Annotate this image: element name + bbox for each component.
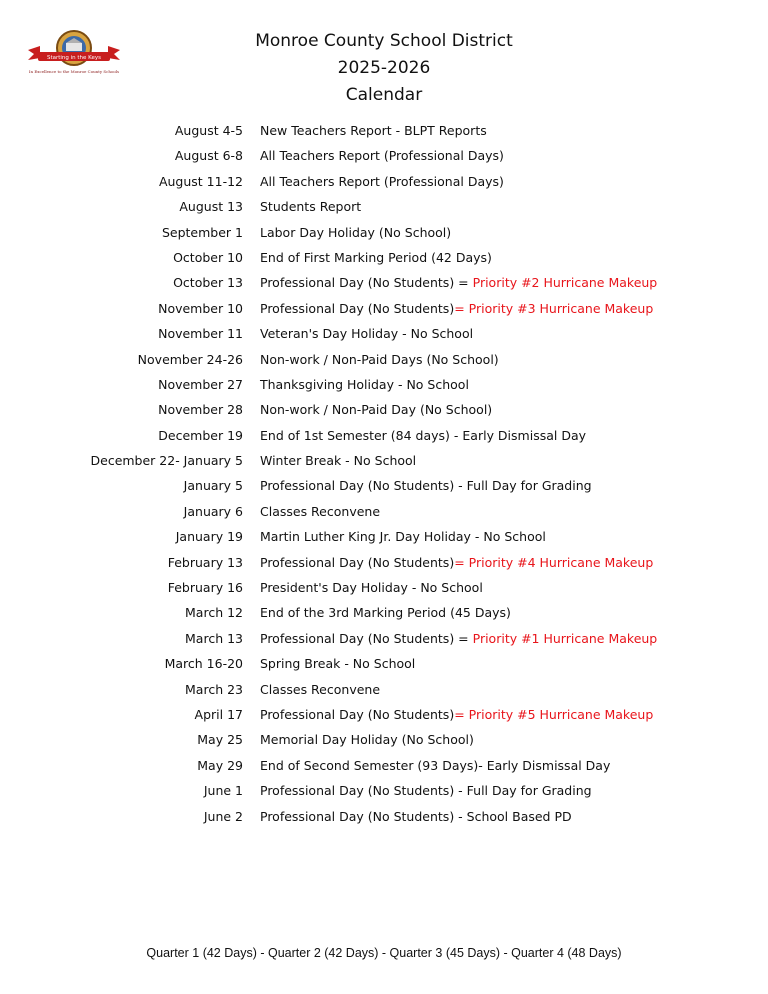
event-text: Veteran's Day Holiday - No School [260,326,474,342]
calendar-row [0,223,768,248]
event-text: End of 1st Semester (84 days) - Early Dismissal Day [260,427,587,443]
calendar-date: November 10 [158,300,243,316]
event-text: Classes Reconvene [260,681,381,697]
calendar-row [0,400,768,425]
calendar-date: November 11 [158,326,243,342]
page-title: Monroe County School District [255,31,513,51]
calendar-row [0,781,768,806]
calendar-event [260,629,657,649]
calendar-date: November 27 [158,376,243,392]
calendar-event [260,299,653,319]
calendar-event [260,502,380,522]
calendar-row [0,172,768,197]
calendar-date: March 13 [185,630,243,646]
calendar-row [0,121,768,146]
event-text: Martin Luther King Jr. Day Holiday - No School [260,529,546,545]
hurricane-makeup-note: = Priority #4 Hurricane Makeup [454,554,654,570]
calendar-row [0,197,768,222]
calendar-row [0,527,768,552]
calendar-date: August 13 [179,199,243,215]
calendar-date: April 17 [194,706,243,722]
calendar-row [0,476,768,501]
calendar-event [260,781,592,801]
calendar-event [260,172,504,192]
calendar-date: June 1 [203,783,243,799]
calendar-row [0,578,768,603]
event-text: All Teachers Report (Professional Days) [260,173,504,189]
calendar-row [0,603,768,628]
calendar-date: October 10 [173,249,243,265]
calendar-event [260,705,653,725]
calendar-row [0,553,768,578]
calendar-date: January 5 [183,478,243,494]
calendar-row [0,248,768,273]
calendar-date: February 13 [167,554,243,570]
calendar-list [0,121,768,832]
calendar-event [260,578,483,598]
event-text: Classes Reconvene [260,503,381,519]
event-text: Winter Break - No School [260,453,417,469]
event-text: Spring Break - No School [260,656,416,672]
event-text: Professional Day (No Students) = [260,630,473,646]
calendar-row [0,451,768,476]
quarter-summary: Quarter 1 (42 Days) - Quarter 2 (42 Days) - Quarter 3 (45 Days) - Quarter 4 (48 Days) [146,946,622,960]
calendar-date: December 22- January 5 [90,453,243,469]
event-text: Students Report [260,199,362,215]
logo-banner-text: Starting in the Keys [46,55,102,61]
calendar-date: February 16 [167,580,243,596]
calendar-event [260,223,451,243]
calendar-event [260,680,380,700]
event-text: Professional Day (No Students) [260,706,455,722]
calendar-date: May 25 [197,732,243,748]
calendar-date: September 1 [161,224,243,240]
calendar-row [0,324,768,349]
calendar-row [0,680,768,705]
calendar-event [260,248,492,268]
calendar-date: May 29 [197,757,243,773]
calendar-event [260,146,504,166]
calendar-row [0,705,768,730]
calendar-row [0,375,768,400]
calendar-date: December 19 [158,427,243,443]
calendar-date: August 4-5 [174,123,243,138]
calendar-event [260,603,511,623]
event-text: Memorial Day Holiday (No School) [260,732,474,748]
calendar-row [0,273,768,298]
event-text: Professional Day (No Students) - Full Day for Grading [260,783,592,799]
calendar-row [0,629,768,654]
calendar-event [260,807,572,827]
calendar-event [260,350,499,370]
calendar-event [260,426,586,446]
calendar-row [0,654,768,679]
calendar-date: November 24-26 [137,351,243,367]
calendar-row [0,299,768,324]
calendar-row [0,502,768,527]
calendar-date: January 19 [175,529,243,545]
event-text: Professional Day (No Students) = [260,275,473,291]
calendar-row [0,350,768,375]
calendar-row [0,730,768,755]
calendar-date: November 28 [158,402,243,418]
page-subtitle: Calendar [345,85,423,105]
calendar-event [260,121,487,141]
logo-tagline: In Excellence to the Monroe County Schools [28,69,120,74]
calendar-date: August 11-12 [158,173,243,189]
hurricane-makeup-note: = Priority #3 Hurricane Makeup [454,300,654,316]
calendar-row [0,807,768,832]
calendar-event [260,273,657,293]
page-header [0,28,768,109]
event-text: End of Second Semester (93 Days)- Early Dismissal Day [260,757,611,773]
calendar-event [260,476,592,496]
calendar-date: August 6-8 [174,148,243,164]
calendar-event [260,375,469,395]
event-text: End of the 3rd Marking Period (45 Days) [260,605,511,621]
event-text: All Teachers Report (Professional Days) [260,148,504,164]
calendar-event [260,553,653,573]
event-text: New Teachers Report - BLPT Reports [260,123,487,138]
hurricane-makeup-note: Priority #1 Hurricane Makeup [472,630,658,646]
calendar-date: March 12 [185,605,243,621]
event-text: Non-work / Non-Paid Days (No School) [260,351,499,367]
event-text: End of First Marking Period (42 Days) [260,249,492,265]
event-text: President's Day Holiday - No School [260,580,483,596]
event-text: Professional Day (No Students) [260,554,455,570]
calendar-date: October 13 [173,275,243,291]
calendar-event [260,730,474,750]
calendar-event [260,654,415,674]
calendar-row [0,756,768,781]
calendar-event [260,324,473,344]
school-year: 2025-2026 [337,58,431,78]
calendar-event [260,451,416,471]
event-text: Non-work / Non-Paid Day (No School) [260,402,493,418]
event-text: Thanksgiving Holiday - No School [260,376,469,392]
calendar-event [260,400,492,420]
event-text: Professional Day (No Students) - School Based PD [260,808,572,824]
calendar-event [260,527,546,547]
hurricane-makeup-note: Priority #2 Hurricane Makeup [472,275,658,291]
calendar-row [0,146,768,171]
calendar-date: January 6 [183,503,243,519]
event-text: Labor Day Holiday (No School) [260,224,452,240]
calendar-date: June 2 [203,808,243,824]
calendar-row [0,426,768,451]
event-text: Professional Day (No Students) [260,300,455,316]
event-text: Professional Day (No Students) - Full Day for Grading [260,478,592,494]
calendar-event [260,197,361,217]
calendar-date: March 23 [185,681,243,697]
calendar-event [260,756,610,776]
hurricane-makeup-note: = Priority #5 Hurricane Makeup [454,706,654,722]
calendar-date: March 16-20 [164,656,243,672]
